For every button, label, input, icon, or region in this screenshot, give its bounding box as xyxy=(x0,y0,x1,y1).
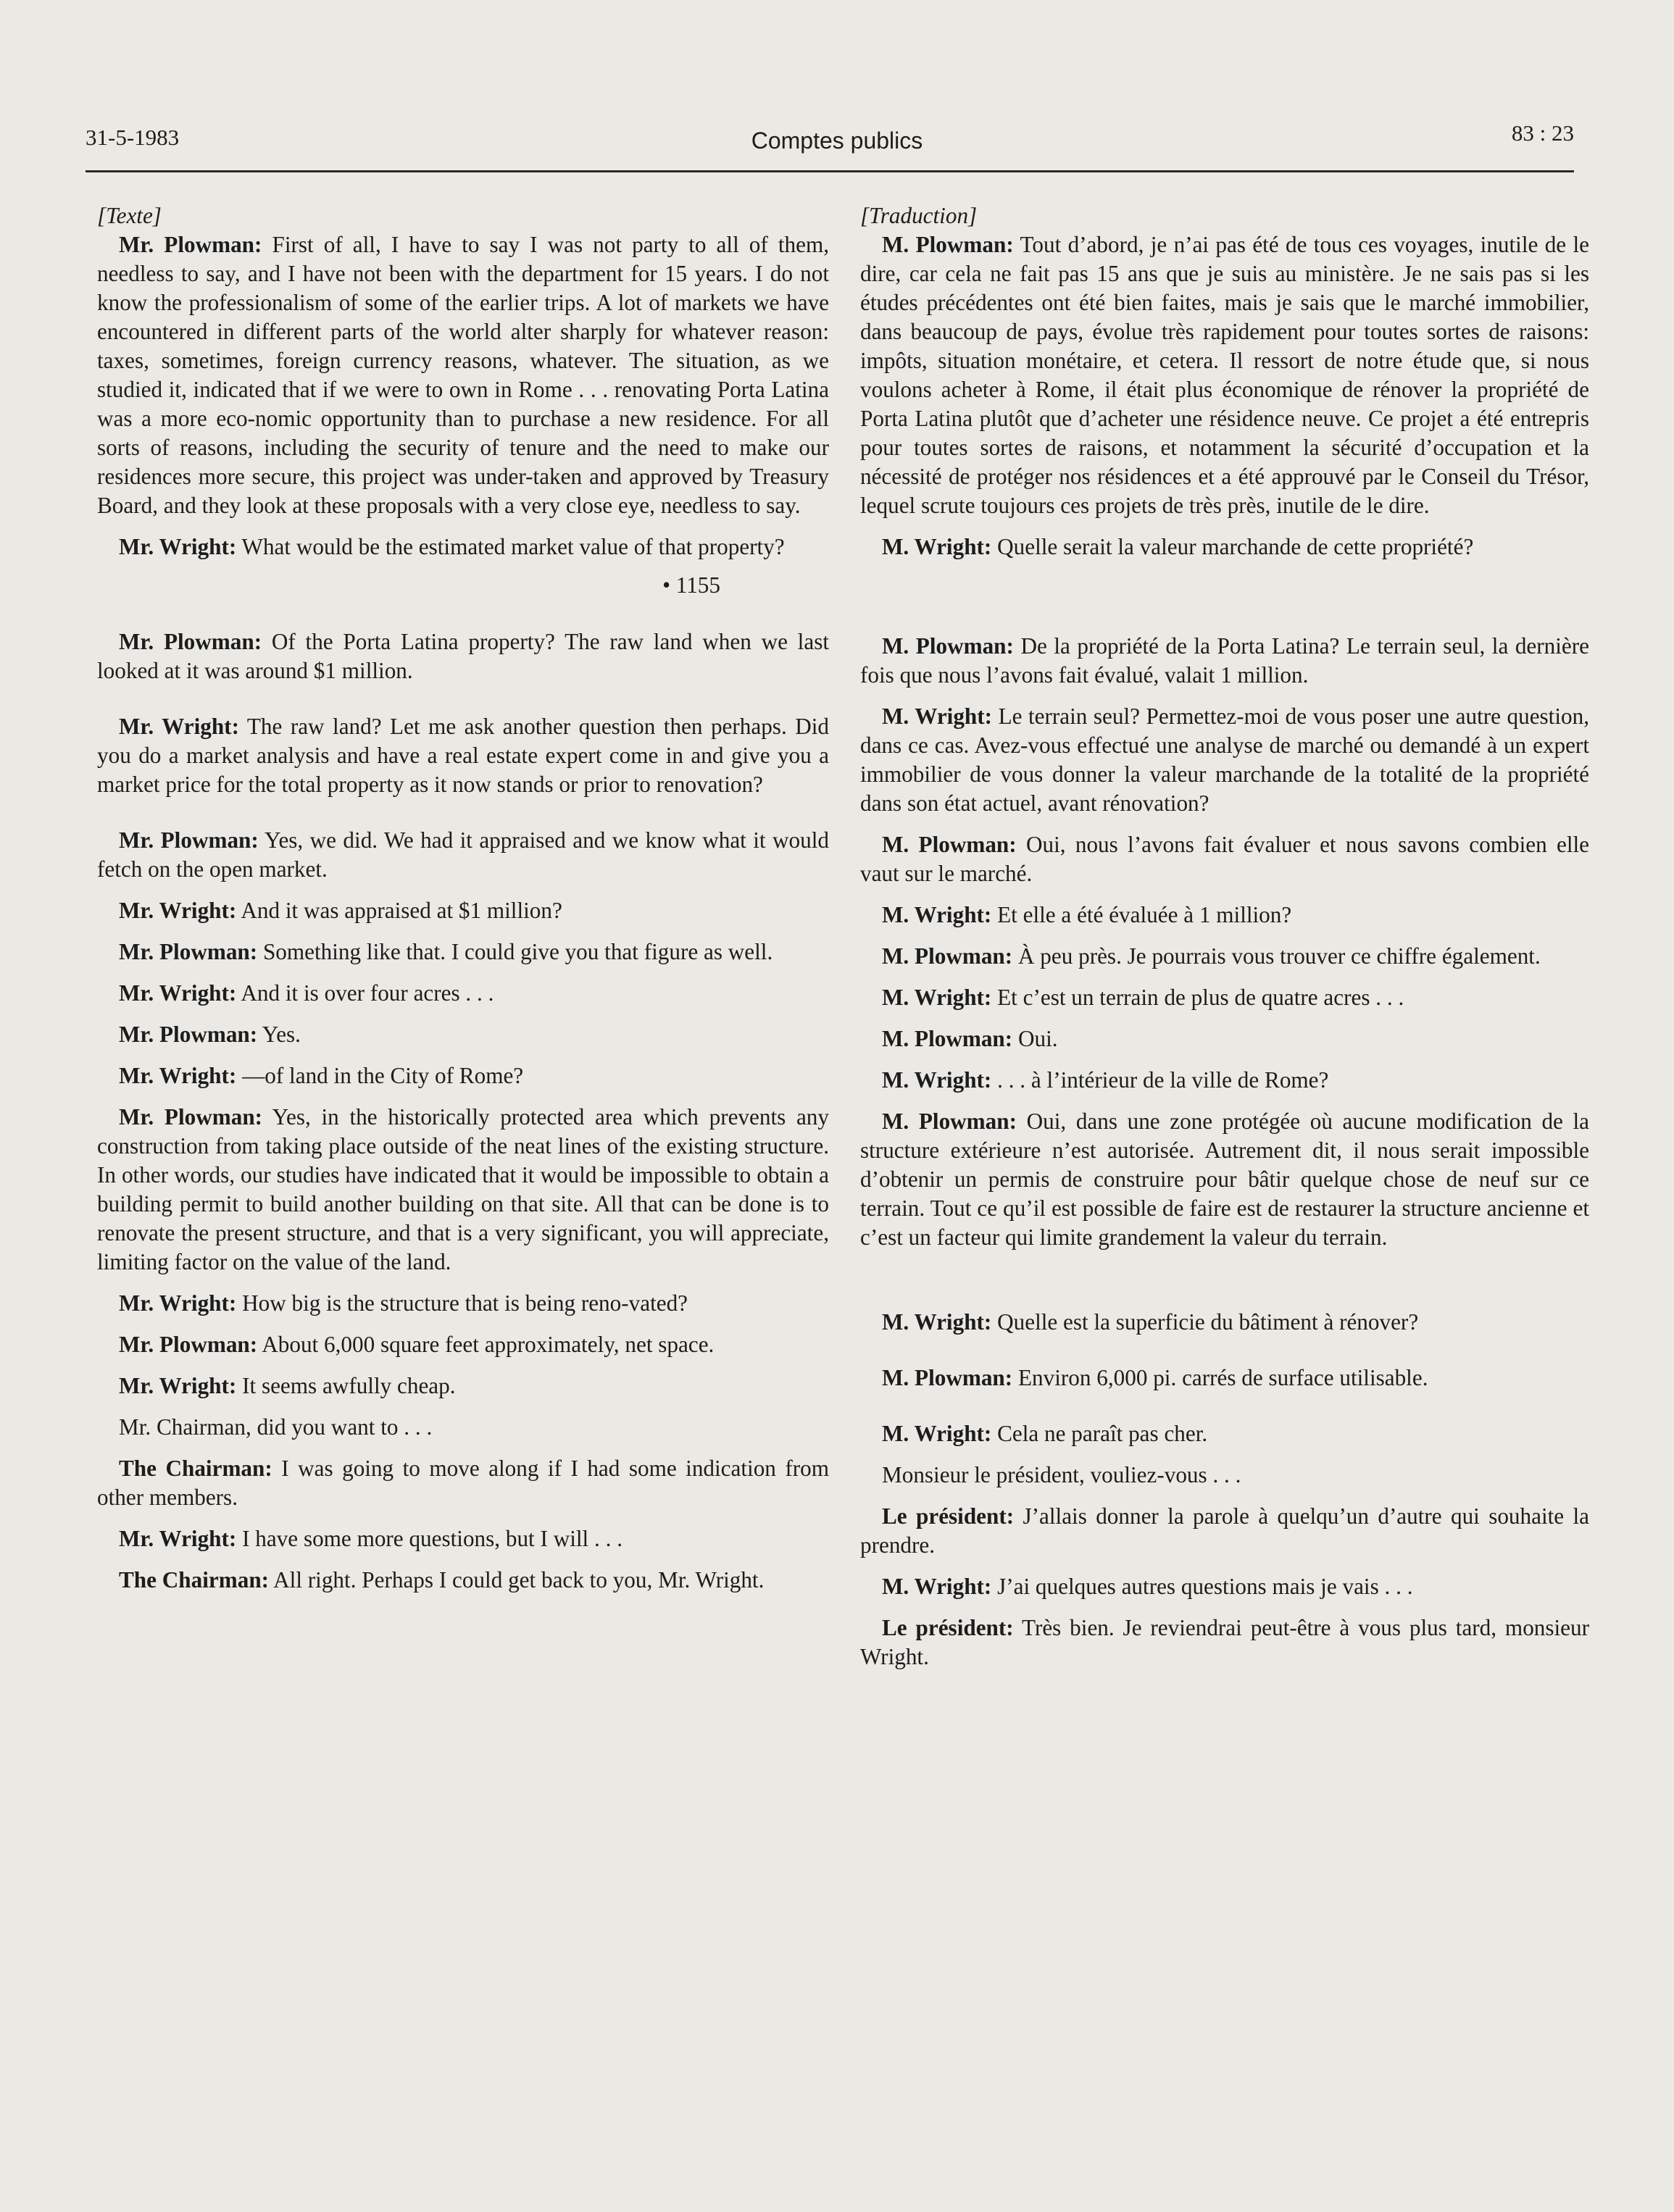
paragraph xyxy=(860,942,1589,971)
speech: Yes, we did. We had it appraised and we know what it would fetch on the open market. xyxy=(97,827,829,882)
speech: And it was appraised at $1 million? xyxy=(236,898,562,923)
speaker: M. Plowman: xyxy=(882,232,1014,257)
speech: What would be the estimated market value of that property? xyxy=(236,534,785,559)
speech: Of the Porta Latina property? The raw land when we last looked at it was around $1 million. xyxy=(97,629,829,683)
header-title: Comptes publics xyxy=(751,128,923,154)
paragraph xyxy=(860,702,1589,818)
speaker: M. Wright: xyxy=(882,704,993,729)
speech: . . . à l’intérieur de la ville de Rome? xyxy=(991,1067,1329,1093)
header-rule xyxy=(86,170,1574,172)
paragraph xyxy=(97,1372,829,1401)
speech: Mr. Chairman, did you want to . . . xyxy=(119,1414,433,1440)
speech: J’allais donner la parole à quelqu’un d’autre qui souhaite la prendre. xyxy=(860,1503,1589,1558)
speech: It seems awfully cheap. xyxy=(236,1373,456,1398)
speech: Something like that. I could give you that figure as well. xyxy=(257,939,773,964)
paragraph xyxy=(860,533,1589,562)
paragraph xyxy=(97,1289,829,1318)
speaker: Mr. Wright: xyxy=(119,1373,237,1398)
speech: Yes. xyxy=(257,1022,301,1047)
speech: About 6,000 square feet approximately, net space. xyxy=(257,1332,715,1357)
speaker: Mr. Plowman: xyxy=(119,232,262,257)
speech: And it is over four acres . . . xyxy=(236,980,494,1006)
paragraph xyxy=(97,1454,829,1512)
french-column xyxy=(860,201,1589,1684)
speaker: M. Wright: xyxy=(882,1421,992,1446)
speech: Et c’est un terrain de plus de quatre acres . . . xyxy=(991,985,1404,1010)
speaker: Mr. Wright: xyxy=(119,534,237,559)
speech: All right. Perhaps I could get back to you, Mr. Wright. xyxy=(269,1567,765,1593)
paragraph xyxy=(860,632,1589,690)
speaker: Le président: xyxy=(882,1503,1015,1529)
paragraph xyxy=(97,627,829,685)
speech: Et elle a été évaluée à 1 million? xyxy=(991,902,1292,927)
paragraph xyxy=(860,1024,1589,1053)
speech: Cela ne paraît pas cher. xyxy=(991,1421,1208,1446)
paragraph xyxy=(860,1614,1589,1671)
speaker: Le président: xyxy=(882,1615,1014,1640)
speaker: M. Plowman: xyxy=(882,1109,1017,1134)
speech: Oui. xyxy=(1012,1026,1058,1051)
paragraph xyxy=(860,1419,1589,1448)
speaker: M. Wright: xyxy=(882,985,992,1010)
paragraph xyxy=(860,901,1589,930)
speech: Oui, dans une zone protégée où aucune modification de la structure extérieure n’est autorisée. Autrement dit, il nous serait impossible d’obtenir un permis de construire pour bâtir quelque chose de neuf sur ce terrain. Tout ce qu’il est possible de faire est de restaurer la structure ancienne et c’est un facteur qui limite grandement la valeur du terrain. xyxy=(860,1109,1590,1250)
speaker: M. Wright: xyxy=(882,1574,992,1599)
speech: The raw land? Let me ask another question then perhaps. Did you do a market analysis and have a real estate expert come in and give you a market price for the total property as it now stands or prior to renovation? xyxy=(97,714,829,797)
paragraph xyxy=(860,1308,1589,1337)
speech: I was going to move along if I had some indication from other members. xyxy=(97,1456,829,1510)
paragraph xyxy=(860,830,1589,888)
speech: Monsieur le président, vouliez-vous . . . xyxy=(882,1462,1241,1487)
speech: Yes, in the historically protected area which prevents any construction from taking place outside of the neat lines of the existing structure. In other words, our studies have indicated that it would be impossible to obtain a building permit to build another building on that site. All that can be done is to renovate the present structure, and that is a very significant, you will appreciate, limiting factor on the value of the land. xyxy=(97,1104,829,1274)
speaker: Mr. Wright: xyxy=(119,714,239,739)
speaker: Mr. Wright: xyxy=(119,1063,237,1088)
paragraph xyxy=(97,1566,829,1595)
speaker: Mr. Plowman: xyxy=(119,1332,258,1357)
speaker: Mr. Plowman: xyxy=(119,629,262,654)
speech: Environ 6,000 pi. carrés de surface utilisable. xyxy=(1012,1365,1428,1390)
paragraph xyxy=(97,979,829,1008)
speaker: Mr. Plowman: xyxy=(119,1104,263,1130)
paragraph xyxy=(860,1364,1589,1393)
speech: —of land in the City of Rome? xyxy=(236,1063,524,1088)
speech: Très bien. Je reviendrai peut-être à vous plus tard, monsieur Wright. xyxy=(860,1615,1590,1669)
speaker: Mr. Plowman: xyxy=(119,1022,258,1047)
speaker: M. Plowman: xyxy=(882,943,1013,969)
speech: Tout d’abord, je n’ai pas été de tous ces voyages, inutile de le dire, car cela ne fait pas 15 ans que je suis au ministère. Je ne sais pas si les études précédentes ont été bien faites, mais je sais que le marché immobilier, dans beaucoup de pays, évolue très rapidement pour toutes sortes de raisons: impôts, situation monétaire, et cetera. Il ressort de notre étude que, si nous voulons acheter à Rome, il était plus économique de rénover la propriété de Porta Latina plutôt que d’acheter une résidence neuve. Ce projet a été entrepris pour toutes sortes de raisons, et notamment la sécurité d’occupation et la nécessité de protéger nos résidences et a été approuvé par le Conseil du Trésor, lequel scrute toujours ces projets de très près, inutile de le dire. xyxy=(860,232,1589,518)
paragraph xyxy=(860,1572,1589,1601)
speaker: M. Plowman: xyxy=(882,1365,1013,1390)
speaker: Mr. Wright: xyxy=(119,1290,237,1316)
speech: First of all, I have to say I was not party to all of them, needless to say, and I have not been with the department for 15 years. I do not know the professionalism of some of the earlier trips. A lot of markets we have encountered in different parts of the world alter sharply for whatever reason: taxes, sometimes, foreign currency reasons, whatever. The situation, as we studied it, indicated that if we were to own in Rome . . . renovating Porta Latina was a more eco-nomic opportunity than to purchase a new residence. For all sorts of reasons, including the security of tenure and the need to make our residences more secure, this project was under-taken and approved by Treasury Board, and they look at these proposals with a very close eye, needless to say. xyxy=(97,232,829,518)
paragraph xyxy=(860,1502,1589,1560)
paragraph xyxy=(860,1461,1589,1490)
speech: J’ai quelques autres questions mais je vais . . . xyxy=(991,1574,1413,1599)
section-label-texte: [Texte] xyxy=(97,203,162,228)
speaker: Mr. Wright: xyxy=(119,1526,237,1551)
speech: How big is the structure that is being reno-vated? xyxy=(236,1290,688,1316)
header-date: 31-5-1983 xyxy=(86,125,180,150)
paragraph xyxy=(97,826,829,884)
english-column xyxy=(97,201,829,1607)
speaker: M. Plowman: xyxy=(882,633,1014,659)
speech: Quelle est la superficie du bâtiment à rénover? xyxy=(991,1309,1419,1335)
paragraph xyxy=(97,1330,829,1359)
speaker: M. Wright: xyxy=(882,534,992,559)
speaker: Mr. Plowman: xyxy=(119,827,259,853)
page-number: 83 : 23 xyxy=(1511,120,1574,146)
speaker: M. Wright: xyxy=(882,902,992,927)
speech: Le terrain seul? Permettez-moi de vous poser une autre question, dans ce cas. Avez-vous effectué une analyse de marché ou demandé à un expert immobilier de vous donner la valeur marchande de la totalité de la propriété dans son état actuel, avant rénovation? xyxy=(860,704,1589,816)
speaker: The Chairman: xyxy=(119,1456,272,1481)
paragraph xyxy=(97,1103,829,1277)
paragraph xyxy=(97,533,829,562)
speech: I have some more questions, but I will . . . xyxy=(236,1526,622,1551)
paragraph xyxy=(97,1524,829,1553)
speaker: Mr. Wright: xyxy=(119,898,237,923)
speech: Oui, nous l’avons fait évaluer et nous savons combien elle vaut sur le marché. xyxy=(860,832,1589,886)
speaker: Mr. Wright: xyxy=(119,980,237,1006)
paragraph xyxy=(860,1107,1589,1252)
paragraph xyxy=(97,938,829,967)
speaker: M. Plowman: xyxy=(882,832,1017,857)
paragraph xyxy=(860,1066,1589,1095)
paragraph xyxy=(97,1020,829,1049)
speech: Quelle serait la valeur marchande de cette propriété? xyxy=(991,534,1474,559)
speaker: Mr. Plowman: xyxy=(119,939,258,964)
speech: De la propriété de la Porta Latina? Le terrain seul, la dernière fois que nous l’avons fait évalué, valait 1 million. xyxy=(860,633,1589,688)
speaker: M. Plowman: xyxy=(882,1026,1013,1051)
paragraph xyxy=(860,230,1589,520)
speaker: M. Wright: xyxy=(882,1309,992,1335)
paragraph xyxy=(97,1413,829,1442)
speaker: The Chairman: xyxy=(119,1567,270,1593)
paragraph xyxy=(860,983,1589,1012)
speaker: M. Wright: xyxy=(882,1067,992,1093)
speech: À peu près. Je pourrais vous trouver ce chiffre également. xyxy=(1012,943,1541,969)
section-label-traduction: [Traduction] xyxy=(860,203,978,228)
paragraph xyxy=(97,1061,829,1090)
paragraph xyxy=(97,712,829,799)
paragraph xyxy=(97,230,829,520)
time-marker: • 1155 xyxy=(662,572,720,598)
paragraph xyxy=(97,896,829,925)
